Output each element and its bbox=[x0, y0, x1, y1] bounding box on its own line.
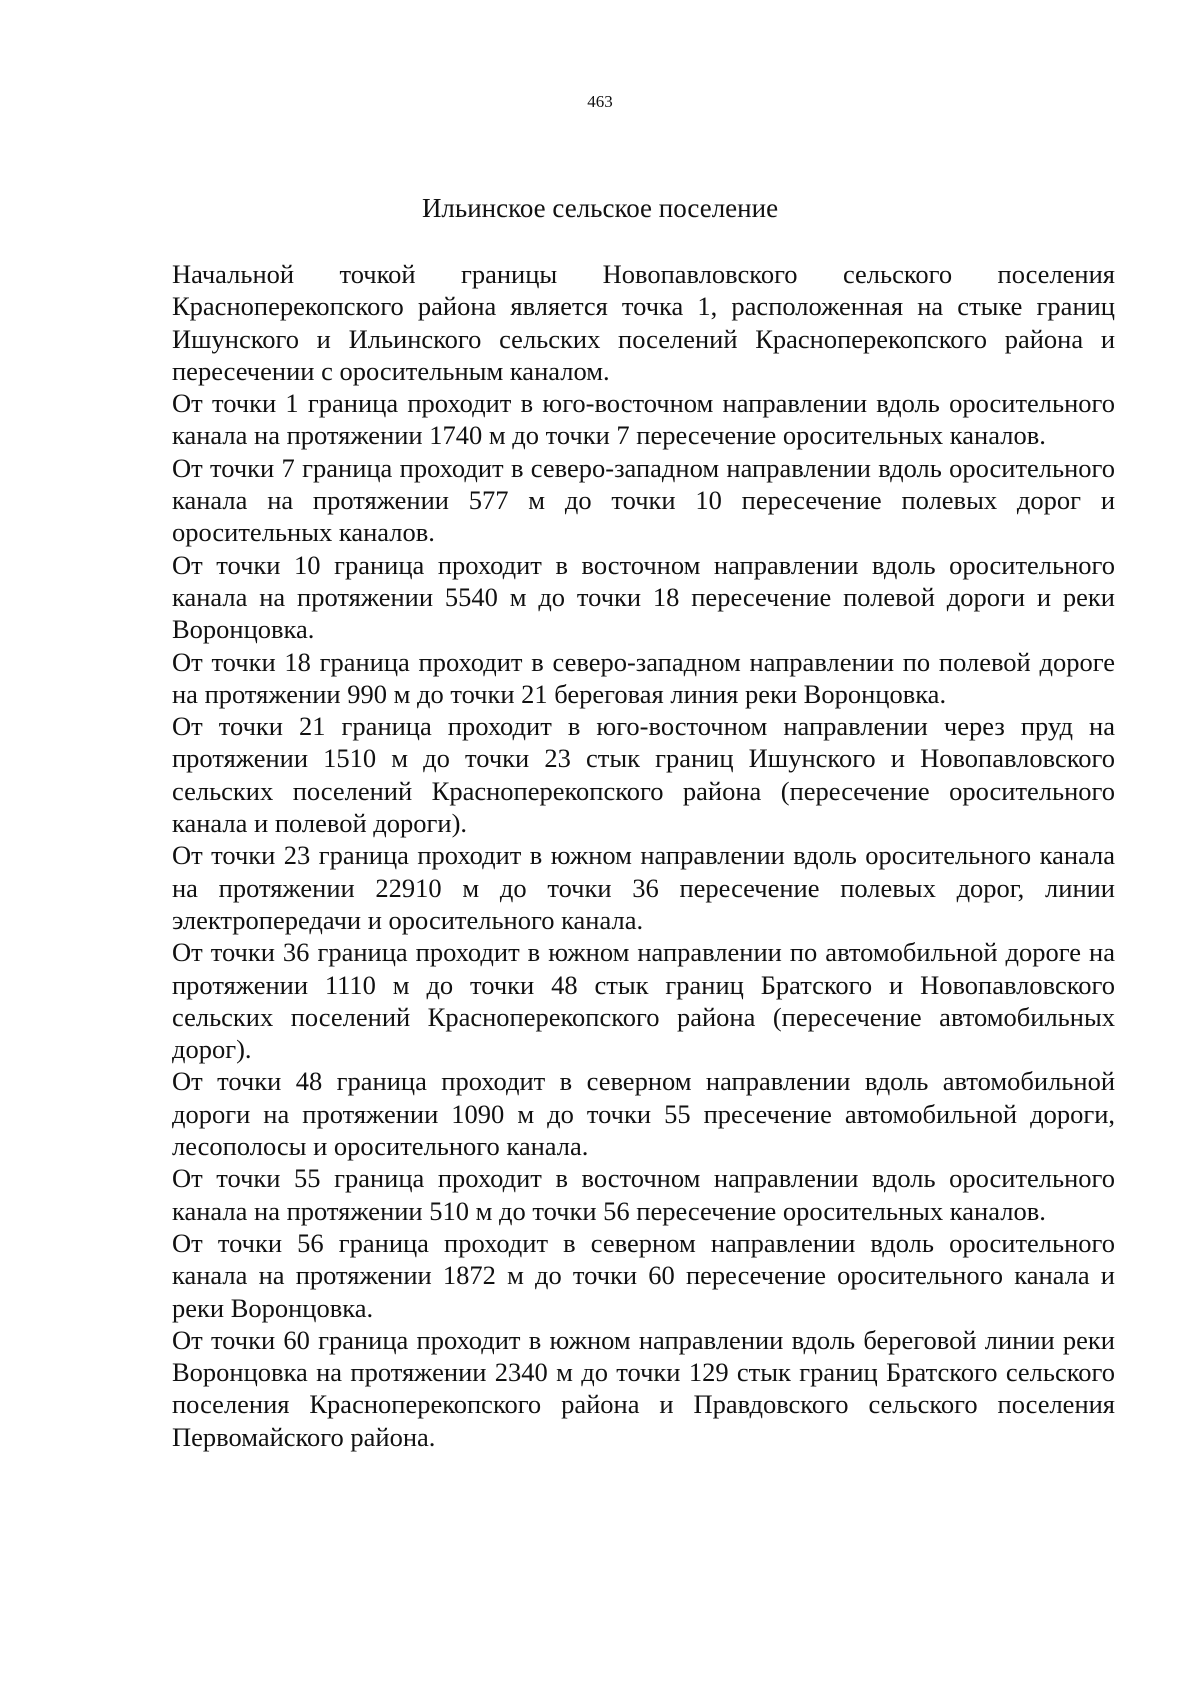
paragraph: От точки 36 граница проходит в южном направлении по автомобильной дороге на протяжении 1110 м до точки 48 стык границ Братского и Новопавловского сельских поселений Красноперекопского района (пересечение автомобильных дорог). bbox=[172, 937, 1115, 1065]
document-title: Ильинское сельское поселение bbox=[421, 193, 779, 223]
paragraph: Начальной точкой границы Новопавловского сельского поселения Красноперекопского района является точка 1, расположенная на стыке границ Ишунского и Ильинского сельских поселений Красноперекопского района и пересечении с оросительным каналом. bbox=[172, 259, 1115, 386]
paragraph: От точки 1 граница проходит в юго-восточном направлении вдоль оросительного канала на протяжении 1740 м до точки 7 пересечение оросительных каналов. bbox=[172, 388, 1115, 451]
paragraph: От точки 56 граница проходит в северном направлении вдоль оросительного канала на протяжении 1872 м до точки 60 пересечение оросительного канала и реки Воронцовка. bbox=[172, 1227, 1115, 1323]
paragraph: От точки 48 граница проходит в северном направлении вдоль автомобильной дороги на протяжении 1090 м до точки 55 пресечение автомобильной дороги, лесополосы и оросительного канала. bbox=[172, 1066, 1115, 1162]
document-body bbox=[172, 258, 1115, 1453]
paragraph: От точки 23 граница проходит в южном направлении вдоль оросительного канала на протяжении 22910 м до точки 36 пересечение полевых дорог, линии электропередачи и оросительного канала. bbox=[172, 840, 1115, 935]
paragraph: От точки 60 граница проходит в южном направлении вдоль береговой линии реки Воронцовка на протяжении 2340 м до точки 129 стык границ Братского сельского поселения Красноперекопского района и Правдовского сельского поселения Первомайского района. bbox=[172, 1324, 1115, 1452]
paragraph: От точки 55 граница проходит в восточном направлении вдоль оросительного канала на протяжении 510 м до точки 56 пересечение оросительных каналов. bbox=[172, 1163, 1115, 1226]
paragraph: От точки 7 граница проходит в северо-западном направлении вдоль оросительного канала на протяжении 577 м до точки 10 пересечение полевых дорог и оросительных каналов. bbox=[172, 452, 1115, 548]
paragraph: От точки 18 граница проходит в северо-западном направлении по полевой дороге на протяжении 990 м до точки 21 береговая линия реки Воронцовка. bbox=[172, 646, 1115, 709]
paragraph: От точки 21 граница проходит в юго-восточном направлении через пруд на протяжении 1510 м до точки 23 стык границ Ишунского и Новопавловского сельских поселений Красноперекопского района (пересечение оросительного канала и полевой дороги). bbox=[172, 711, 1115, 839]
paragraph: От точки 10 граница проходит в восточном направлении вдоль оросительного канала на протяжении 5540 м до точки 18 пересечение полевой дороги и реки Воронцовка. bbox=[172, 549, 1115, 645]
page-number: 463 bbox=[587, 92, 613, 111]
